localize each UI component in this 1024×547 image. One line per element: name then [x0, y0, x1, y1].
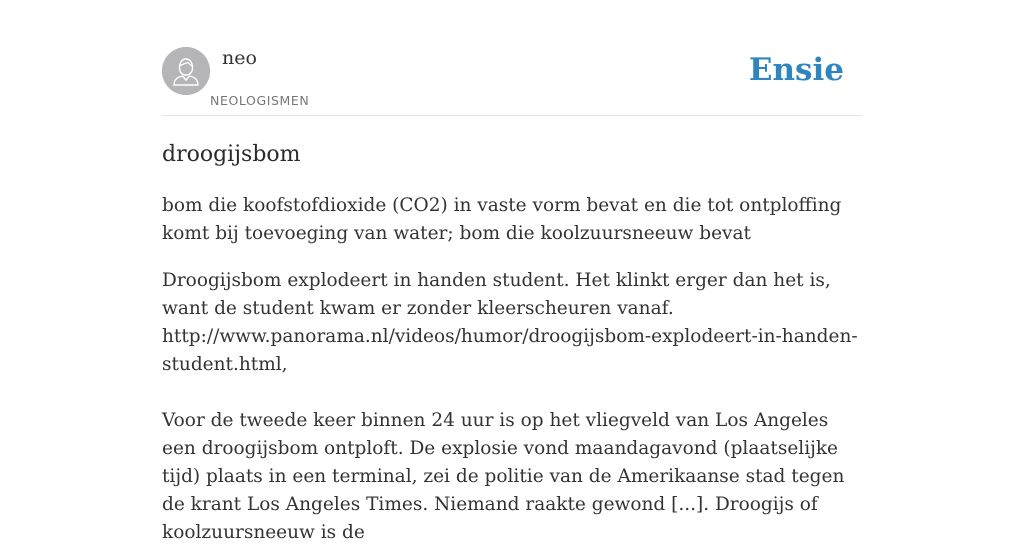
author-avatar[interactable]	[162, 47, 210, 95]
entry-title: droogijsbom	[162, 142, 301, 167]
entry-examples	[162, 267, 862, 547]
entry-header	[162, 0, 862, 116]
entry-definition: bom die koofstofdioxide (CO2) in vaste vorm bevat en die tot ontploffing komt bij toevoeging van water; bom die koolzuursneeuw bevat	[162, 195, 842, 244]
entry-container	[162, 0, 862, 547]
example-source-link: http://www.panorama.nl/videos/humor/droogijsbom-explodeert-in-handen-student.html,	[162, 326, 858, 375]
user-avatar-icon	[162, 47, 210, 95]
dictionary-name[interactable]: NEOLOGISMEN	[210, 93, 310, 108]
example-spacer	[162, 379, 862, 407]
example-text: Droogijsbom explodeert in handen student. Het klinkt erger dan het is, want de student kwam er zonder kleerscheuren vanaf.	[162, 270, 831, 319]
author-name[interactable]: neo	[222, 47, 257, 69]
ensie-logo[interactable]: Ensie	[748, 52, 844, 88]
example-text: Voor de tweede keer binnen 24 uur is op het vliegveld van Los Angeles een droogijsbom ontploft. De explosie vond maandagavond (plaatselijke tijd) plaats in een terminal, zei de politie van de Amerikaanse stad tegen de krant Los Angeles Times. Niemand raakte gewond [...]. Droogijs of koolzuursneeuw is de	[162, 410, 845, 543]
